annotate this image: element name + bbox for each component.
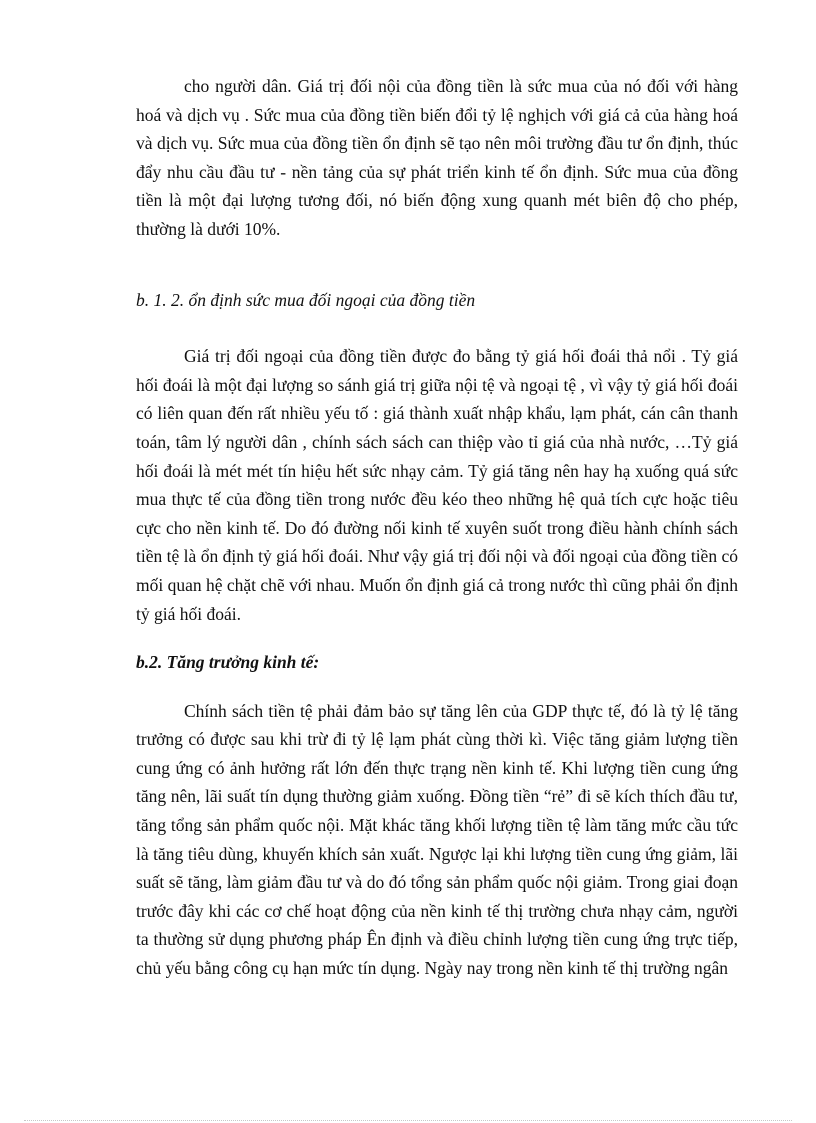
- section-heading-external-value: b. 1. 2. ổn định sức mua đối ngoại của đồng tiền: [136, 289, 476, 310]
- section-heading-economic-growth: b.2. Tăng trưởng kinh tế:: [136, 652, 320, 673]
- page-content: [136, 72, 738, 983]
- page-bottom-divider: [24, 1120, 792, 1121]
- paragraph-monetary-policy-growth: Chính sách tiền tệ phải đảm bảo sự tăng lên của GDP thực tế, đó là tỷ lệ tăng trưởng có được sau khi trừ đi tỷ lệ lạm phát cùng thời kì. Việc tăng giảm lượng tiền cung ứng có ảnh hưởng rất lớn đến thực trạng nền kinh tế. Khi lượng tiền cung ứng tăng nên, lãi suất tín dụng thường giảm xuống. Đồng tiền “rẻ” đi sẽ kích thích đầu tư, tăng tổng sản phẩm quốc nội. Mặt khác tăng khối lượng tiền tệ làm tăng mức cầu tức là tăng tiêu dùng, khuyến khích sản xuất. Ngược lại khi lượng tiền cung ứng giảm, lãi suất sẽ tăng, làm giảm đầu tư và do đó tổng sản phẩm quốc nội giảm. Trong giai đoạn trước đây khi các cơ chế hoạt động của nền kinh tế thị trường chưa nhạy cảm, người ta thường sử dụng phương pháp Ên định và điều chỉnh lượng tiền cung ứng trực tiếp, chủ yếu bằng công cụ hạn mức tín dụng. Ngày nay trong nền kinh tế thị trường ngân: [136, 700, 738, 979]
- paragraph-exchange-rate: Giá trị đối ngoại của đồng tiền được đo bằng tỷ giá hối đoái thả nổi . Tỷ giá hối đoái là một đại lượng so sánh giá trị giữa nội tệ và ngoại tệ , vì vậy tỷ giá hối đoái có liên quan đến rất nhiều yếu tố : giá thành xuất nhập khẩu, lạm phát, cán cân thanh toán, tâm lý người dân , chính sách sách can thiệp vào tỉ giá của nhà nước, …Tỷ giá hối đoái là mét mét tín hiệu hết sức nhạy cảm. Tỷ giá tăng nên hay hạ xuống quá sức mua thực tế của đồng tiền trong nước đều kéo theo những hệ quả tích cực hoặc tiêu cực cho nền kinh tế. Do đó đường nối kinh tế xuyên suốt trong điều hành chính sách tiền tệ là ổn định tỷ giá hối đoái. Như vậy giá trị đối nội và đối ngoại của đồng tiền có mối quan hệ chặt chẽ với nhau. Muốn ổn định giá cả trong nước thì cũng phải ổn định tỷ giá hối đoái.: [136, 346, 738, 624]
- paragraph-purchasing-power: cho người dân. Giá trị đối nội của đồng tiền là sức mua của nó đối với hàng hoá và dịch vụ . Sức mua của đồng tiền biến đổi tỷ lệ nghịch với giá cả của hàng hoá và dịch vụ. Sức mua của đồng tiền ổn định sẽ tạo nên môi trường đầu tư ổn định, thúc đẩy nhu cầu đầu tư - nền tảng của sự phát triển kinh tế ổn định. Sức mua của đồng tiền là một đại lượng tương đối, nó biến động xung quanh mét biên độ cho phép, thường là dưới 10%.: [136, 76, 738, 239]
